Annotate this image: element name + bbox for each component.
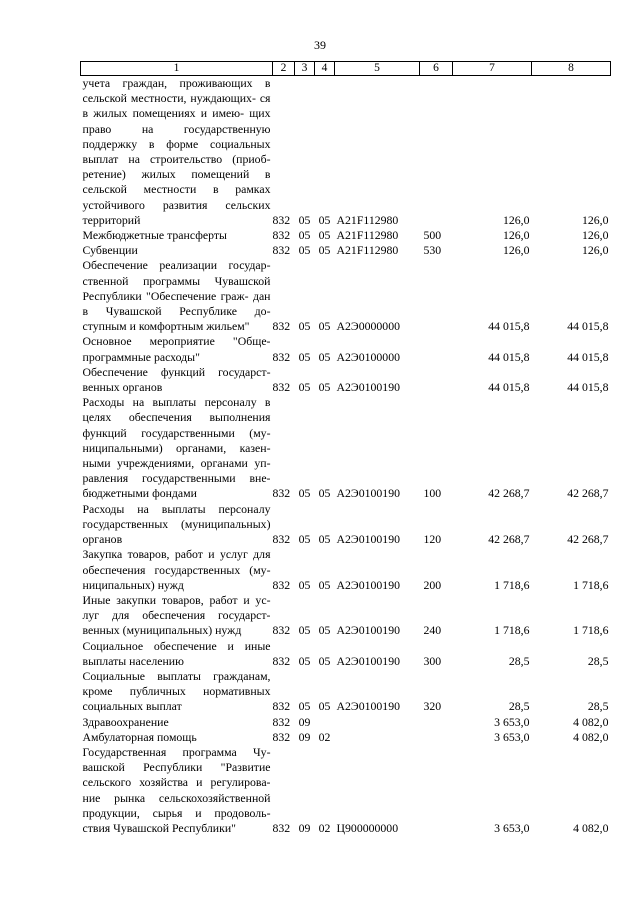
cell-expense-type-code (420, 258, 453, 334)
cell-amount-year1: 126,0 (502, 228, 530, 243)
cell-ministry-code: 832 (272, 243, 291, 258)
row-name: Социальные выплаты гражданам, кроме публичных нормативных социальных выплат (82, 668, 271, 714)
cell-section-code: 09 (298, 729, 311, 744)
cell-section-code: 05 (298, 532, 311, 547)
cell-expense-type-code: 500 (423, 228, 442, 243)
table-row (81, 334, 611, 364)
cell-amount-year1: 42 268,7 (488, 486, 530, 501)
column-header: 8 (532, 62, 611, 76)
cell-ministry-code: 832 (272, 349, 291, 364)
cell-ministry-code: 832 (272, 380, 291, 395)
cell-target-article-code: A2Э0100190 (336, 699, 400, 714)
cell-target-article-code: A2Э0100190 (336, 653, 400, 668)
row-name: Расходы на выплаты персоналу в целях обеспечения выполнения функций государственными (му- ниципальными) органами, казен- ными учреждениями, органами уп- равления государственными вне- бюджетными фондами (82, 395, 271, 501)
cell-expense-type-code: 300 (423, 653, 442, 668)
cell-amount-year2: 28,5 (587, 653, 609, 668)
cell-expense-type-code: 530 (423, 243, 442, 258)
table-row (81, 76, 611, 229)
cell-section-code: 05 (298, 349, 311, 364)
row-name: Закупка товаров, работ и услуг для обеспечения государственных (му- ниципальных) нужд (82, 547, 271, 592)
table-row (81, 745, 611, 836)
table-row (81, 547, 611, 593)
cell-target-article-code: A21F112980 (336, 228, 399, 243)
cell-section-code: 05 (298, 623, 311, 638)
cell-amount-year1: 1 718,6 (494, 577, 530, 592)
cell-section-code: 05 (298, 653, 311, 668)
row-name: Межбюджетные трансферты (82, 228, 227, 243)
cell-amount-year1: 3 653,0 (494, 729, 530, 744)
cell-amount-year2: 44 015,8 (567, 349, 609, 364)
cell-target-article-code: A2Э0000000 (336, 319, 400, 334)
row-name: Расходы на выплаты персоналу государственных (муниципальных) органов (82, 501, 271, 547)
table-row (81, 258, 611, 334)
cell-ministry-code: 832 (272, 653, 291, 668)
cell-target-article-code (335, 730, 420, 745)
cell-amount-year1: 44 015,8 (488, 319, 530, 334)
cell-ministry-code: 832 (272, 714, 291, 729)
cell-amount-year1: 3 653,0 (494, 820, 530, 835)
row-name: Иные закупки товаров, работ и ус- луг для обеспечения государст- венных (муниципальных) нужд (82, 592, 271, 638)
cell-amount-year1: 44 015,8 (488, 380, 530, 395)
cell-target-article-code: Ц900000000 (336, 820, 399, 835)
cell-section-code: 05 (298, 577, 311, 592)
row-name: Здравоохранение (82, 714, 169, 729)
cell-ministry-code: 832 (272, 729, 291, 744)
cell-amount-year1: 3 653,0 (494, 714, 530, 729)
table-row (81, 730, 611, 745)
row-name: учета граждан, проживающих в сельской местности, нуждающих- ся в жилых помещениях и имею- щих право на государственную поддержку в форме социальных выплат на строительство (приоб- ретение) жилых помещений в сельской местности в рамках устойчивого развития сельских территорий (82, 76, 271, 227)
table-row (81, 228, 611, 243)
cell-target-article-code: A21F112980 (336, 243, 399, 258)
row-name: Обеспечение реализации государ- ственной программы Чувашской Республики "Обеспечение граж- дан в Чувашской Республике до- ступным и комфортным жильем" (82, 258, 271, 334)
cell-subsection-code: 05 (318, 623, 331, 638)
cell-amount-year2: 42 268,7 (567, 486, 609, 501)
table-row (81, 669, 611, 715)
cell-target-article-code: A2Э0100190 (336, 623, 400, 638)
cell-subsection-code: 02 (318, 729, 331, 744)
cell-section-code: 09 (298, 714, 311, 729)
column-header: 6 (420, 62, 453, 76)
column-header: 5 (335, 62, 420, 76)
cell-expense-type-code (420, 334, 453, 364)
cell-amount-year1: 44 015,8 (488, 349, 530, 364)
cell-target-article-code (335, 715, 420, 730)
table-row (81, 715, 611, 730)
cell-amount-year1: 28,5 (508, 653, 530, 668)
cell-target-article-code: A2Э0100190 (336, 486, 400, 501)
cell-expense-type-code: 200 (423, 577, 442, 592)
column-header: 3 (295, 62, 315, 76)
cell-ministry-code: 832 (272, 486, 291, 501)
row-name: Субвенции (82, 243, 138, 258)
column-header: 1 (81, 62, 273, 76)
cell-subsection-code: 05 (318, 349, 331, 364)
row-name: Государственная программа Чу- вашской Республики "Развитие сельского хозяйства и регулирова- ние рынка сельскохозяйственной продукции, сырья и продоволь- ствия Чувашской Республики" (82, 744, 271, 835)
cell-subsection-code: 05 (318, 699, 331, 714)
cell-amount-year1: 1 718,6 (494, 623, 530, 638)
cell-amount-year2: 28,5 (587, 699, 609, 714)
cell-subsection-code: 05 (318, 228, 331, 243)
cell-section-code: 05 (298, 228, 311, 243)
cell-amount-year2: 4 082,0 (573, 714, 609, 729)
cell-amount-year1: 28,5 (508, 699, 530, 714)
cell-section-code: 05 (298, 699, 311, 714)
cell-expense-type-code (420, 715, 453, 730)
cell-amount-year2: 126,0 (581, 212, 609, 227)
cell-target-article-code: A2Э0100190 (336, 380, 400, 395)
table-row (81, 502, 611, 548)
cell-expense-type-code: 100 (423, 486, 442, 501)
cell-subsection-code: 05 (318, 380, 331, 395)
cell-expense-type-code (420, 365, 453, 395)
cell-subsection-code: 05 (318, 577, 331, 592)
cell-subsection-code: 05 (318, 532, 331, 547)
cell-ministry-code: 832 (272, 228, 291, 243)
row-name: Обеспечение функций государст- венных органов (82, 364, 271, 395)
row-name: Социальное обеспечение и иные выплаты населению (82, 638, 271, 668)
cell-section-code: 05 (298, 486, 311, 501)
table-row (81, 395, 611, 501)
table-row (81, 243, 611, 258)
cell-amount-year2: 4 082,0 (573, 729, 609, 744)
cell-subsection-code: 05 (318, 486, 331, 501)
cell-subsection-code: 05 (318, 653, 331, 668)
table-header (81, 62, 611, 76)
cell-subsection-code: 05 (318, 212, 331, 227)
cell-amount-year2: 42 268,7 (567, 532, 609, 547)
column-header: 2 (273, 62, 295, 76)
cell-ministry-code: 832 (272, 532, 291, 547)
cell-ministry-code: 832 (272, 319, 291, 334)
cell-section-code: 05 (298, 243, 311, 258)
budget-table (80, 61, 611, 836)
cell-expense-type-code: 120 (423, 532, 442, 547)
cell-amount-year2: 1 718,6 (573, 577, 609, 592)
cell-amount-year2: 1 718,6 (573, 623, 609, 638)
cell-expense-type-code (420, 745, 453, 836)
cell-target-article-code: A21F112980 (336, 212, 399, 227)
cell-amount-year1: 42 268,7 (488, 532, 530, 547)
cell-expense-type-code: 320 (423, 699, 442, 714)
cell-section-code: 05 (298, 380, 311, 395)
cell-amount-year2: 44 015,8 (567, 380, 609, 395)
cell-ministry-code: 832 (272, 699, 291, 714)
cell-amount-year1: 126,0 (502, 212, 530, 227)
cell-target-article-code: A2Э0100190 (336, 577, 400, 592)
column-header: 7 (453, 62, 532, 76)
cell-target-article-code: A2Э0100000 (336, 349, 400, 364)
cell-section-code: 09 (298, 820, 311, 835)
cell-subsection-code: 02 (318, 820, 331, 835)
row-name: Основное мероприятие "Обще- программные расходы" (82, 334, 271, 364)
cell-amount-year2: 4 082,0 (573, 820, 609, 835)
cell-subsection-code: 05 (318, 319, 331, 334)
cell-expense-type-code (420, 76, 453, 229)
cell-amount-year1: 126,0 (502, 243, 530, 258)
cell-target-article-code: A2Э0100190 (336, 532, 400, 547)
table-row (81, 593, 611, 639)
cell-expense-type-code: 240 (423, 623, 442, 638)
cell-section-code: 05 (298, 319, 311, 334)
cell-section-code: 05 (298, 212, 311, 227)
table-row (81, 639, 611, 669)
cell-ministry-code: 832 (272, 577, 291, 592)
cell-amount-year2: 126,0 (581, 243, 609, 258)
cell-amount-year2: 44 015,8 (567, 319, 609, 334)
cell-amount-year2: 126,0 (581, 228, 609, 243)
page-number: 39 (314, 38, 326, 52)
cell-subsection-code (315, 715, 335, 730)
cell-ministry-code: 832 (272, 623, 291, 638)
cell-expense-type-code (420, 730, 453, 745)
column-header: 4 (315, 62, 335, 76)
cell-ministry-code: 832 (272, 212, 291, 227)
row-name: Амбулаторная помощь (82, 729, 197, 744)
table-row (81, 365, 611, 395)
table-body (81, 76, 611, 837)
cell-subsection-code: 05 (318, 243, 331, 258)
cell-ministry-code: 832 (272, 820, 291, 835)
